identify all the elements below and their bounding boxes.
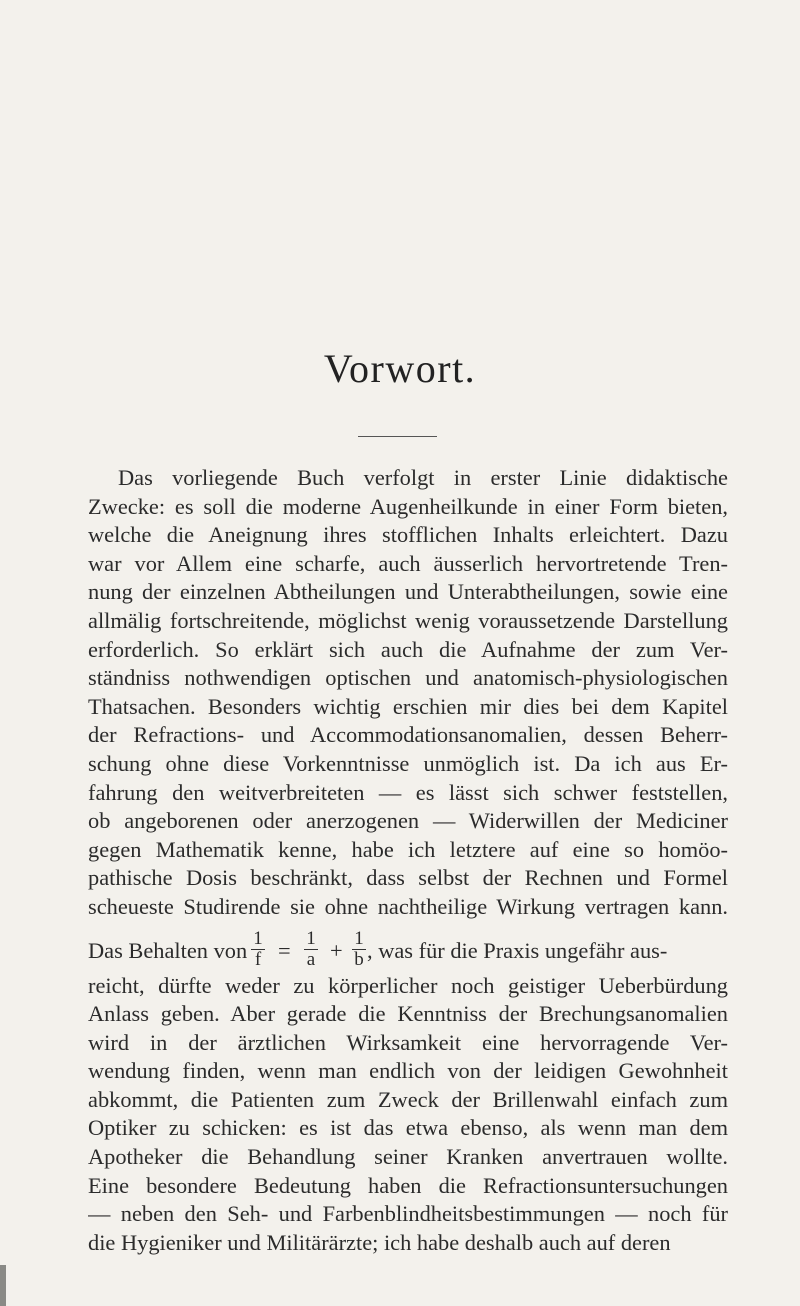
page-edge-shadow — [0, 1265, 6, 1306]
text-line: scheueste Studirende sie ohne nachtheilige Wirkung vertragen kann. — [88, 893, 728, 919]
page-title: Vorwort. — [323, 346, 477, 391]
fraction-denominator: f — [254, 948, 262, 970]
text-line: Zwecke: es soll die moderne Augenheilkunde in einer Form bieten, — [88, 493, 728, 519]
text-line: pathische Dosis beschränkt, dass selbst der Rechnen und Formel — [88, 865, 728, 891]
fraction-1-over-f — [250, 929, 266, 970]
fraction-numerator: 1 — [354, 927, 364, 949]
text-line: erforderlich. So erklärt sich auch die Aufnahme der zum Ver- — [88, 636, 728, 662]
fraction-denominator: b — [354, 948, 364, 970]
text-line: welche die Aneignung ihres stofflichen Inhalts erleichtert. Dazu — [88, 522, 728, 548]
title-divider — [358, 436, 437, 437]
formula-suffix: , was für die Praxis ungefähr aus- — [367, 937, 668, 963]
body-text — [88, 464, 728, 1257]
text-line: fahrung den weitverbreiteten — es lässt sich schwer feststellen, — [88, 779, 728, 805]
text-line: ständniss nothwendigen optischen und anatomisch-physiologischen — [88, 665, 728, 691]
fraction-denominator: a — [306, 948, 316, 970]
fraction-numerator: 1 — [253, 927, 263, 949]
text-line: Optiker zu schicken: es ist das etwa ebenso, als wenn man dem — [88, 1115, 728, 1141]
text-line: Anlass geben. Aber gerade die Kenntniss der Brechungsanomalien — [88, 1001, 728, 1027]
text-line: Das vorliegende Buch verfolgt in erster Linie didaktische — [118, 465, 728, 490]
text-line: — neben den Seh- und Farbenblindheitsbestimmungen — noch für — [88, 1201, 728, 1227]
text-line: wendung finden, wenn man endlich von der leidigen Gewohnheit — [88, 1058, 728, 1084]
text-line: abkommt, die Patienten zum Zweck der Brillenwahl einfach zum — [88, 1086, 728, 1112]
text-line: gegen Mathematik kenne, habe ich letztere auf eine so homöo- — [88, 836, 728, 862]
text-line: Apotheker die Behandlung seiner Kranken anvertrauen wollte. — [88, 1144, 728, 1170]
text-line: allmälig fortschreitende, möglichst wenig voraussetzende Darstellung — [88, 607, 728, 633]
plus-sign: + — [330, 937, 343, 963]
equals-sign: = — [278, 937, 291, 963]
text-line: wird in der ärztlichen Wirksamkeit eine hervorragende Ver- — [88, 1029, 728, 1055]
text-line: Thatsachen. Besonders wichtig erschien mir dies bei dem Kapitel — [88, 693, 728, 719]
formula-line — [88, 922, 728, 972]
text-line: Eine besondere Bedeutung haben die Refractionsuntersuchungen — [88, 1172, 728, 1198]
text-line: war vor Allem eine scharfe, auch äusserlich hervortretende Tren- — [88, 550, 728, 576]
text-line: reicht, dürfte weder zu körperlicher noch geistiger Ueberbürdung — [88, 972, 728, 998]
text-line: nung der einzelnen Abtheilungen und Unterabtheilungen, sowie eine — [88, 579, 728, 605]
fraction-1-over-b — [351, 929, 367, 970]
text-line: ob angeborenen oder anerzogenen — Widerwillen der Mediciner — [88, 808, 728, 834]
text-line: die Hygieniker und Militärärzte; ich habe deshalb auch auf deren — [88, 1229, 671, 1255]
fraction-numerator: 1 — [306, 927, 316, 949]
formula-prefix: Das Behalten von — [88, 937, 248, 963]
text-line: schung ohne diese Vorkenntnisse unmöglich ist. Da ich aus Er- — [88, 750, 728, 776]
text-line: der Refractions- und Accommodationsanomalien, dessen Beherr- — [88, 722, 728, 748]
fraction-1-over-a — [303, 929, 319, 970]
